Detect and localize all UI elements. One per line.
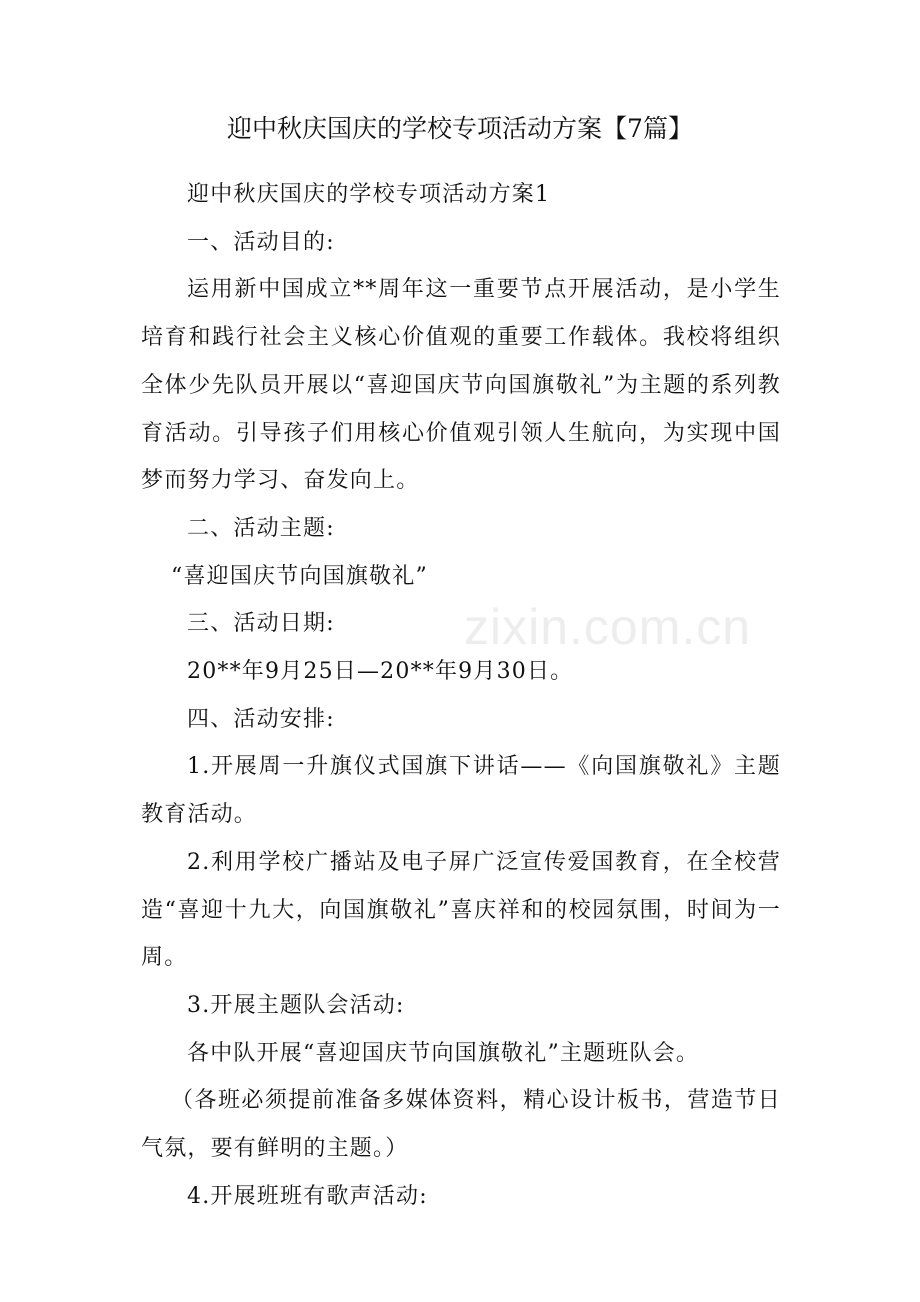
heading-activity-theme: 二、活动主题: <box>187 515 335 541</box>
heading-activity-date: 三、活动日期: <box>187 611 335 637</box>
paragraph-class-requirements: （各班必须提前准备多媒体资料，精心设计板书，营造节日气氛，要有鲜明的主题。） <box>141 1088 781 1162</box>
watermark-text: zixin.com.cn <box>464 599 752 655</box>
paragraph-activity-date: 20**年9月25日—20**年9月30日。 <box>187 659 574 685</box>
paragraph-activity-purpose: 运用新中国成立**周年这一重要节点开展活动，是小学生培育和践行社会主义核心价值观的重要工作载体。我校将组织全体少先队员开展以“喜迎国庆节向国旗敬礼”为主题的系列教育活动。引导孩子们用核心价值观引领人生航向，为实现中国梦而努力学习、奋发向上。 <box>141 277 781 494</box>
document-title: 迎中秋庆国庆的学校专项活动方案【7篇】 <box>227 114 693 143</box>
document-body <box>141 171 781 1220</box>
section-heading-plan-1: 迎中秋庆国庆的学校专项活动方案1 <box>187 182 551 207</box>
heading-activity-arrangement: 四、活动安排: <box>187 706 335 732</box>
heading-activity-purpose: 一、活动目的: <box>187 229 335 255</box>
paragraph-activity-theme: “喜迎国庆节向国旗敬礼” <box>171 563 428 589</box>
arrangement-item-2: 2.利用学校广播站及电子屏广泛宣传爱国教育，在全校营造“喜迎十九大，向国旗敬礼”喜庆祥和的校园氛围，时间为一周。 <box>141 849 781 971</box>
paragraph-class-meeting: 各中队开展“喜迎国庆节向国旗敬礼”主题班队会。 <box>187 1040 700 1066</box>
arrangement-item-3: 3.开展主题队会活动: <box>187 992 405 1018</box>
arrangement-item-4: 4.开展班班有歌声活动: <box>187 1183 428 1209</box>
arrangement-item-1: 1.开展周一升旗仪式国旗下讲话——《向国旗敬礼》主题教育活动。 <box>141 754 781 828</box>
